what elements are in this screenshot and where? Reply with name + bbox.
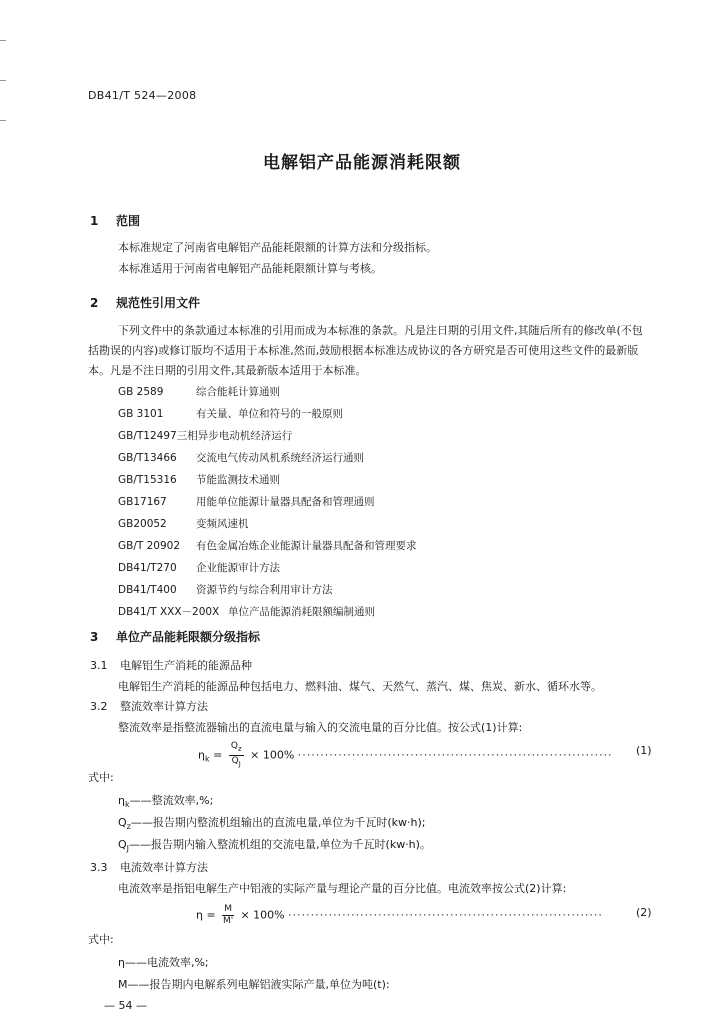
equation-2: η = $\frac{M}{M'}$ × 100% ······································································ xyxy=(196,904,603,926)
definition-eta: η——电流效率,%; xyxy=(118,956,209,969)
reference-item: GB 2589 综合能耗计算通则 xyxy=(118,386,280,398)
document-title: 电解铝产品能源消耗限额 xyxy=(263,153,461,173)
reference-item: GB/T 20902 有色金属冶炼企业能源计量器具配备和管理要求 xyxy=(118,540,417,552)
equation-1: $\eta_k$ = $\frac{Q_z}{Q_J}$ × 100% ······································································ xyxy=(198,741,613,768)
section-3-3-heading: 3.3 电流效率计算方法 xyxy=(90,861,208,874)
equation-1-fraction: $\frac{Q_z}{Q_J}$ xyxy=(230,741,242,768)
definition-eta-k: $\eta_k——$整流效率,%; xyxy=(118,794,214,810)
section-2-paragraph: 下列文件中的条款通过本标准的引用而成为本标准的条款。凡是注日期的引用文件,其随后所有的修改单(不包括勘误的内容)或修订版均不适用于本标准,然而,鼓励根据本标准达成协议的各方研究是否可使用这些文件的最新版本。凡是不注日期的引用文件,其最新版本适用于本标准。 xyxy=(88,324,643,377)
section-2-heading: 2 规范性引用文件 xyxy=(90,296,201,310)
definition-qz: $Q_z——$报告期内整流机组输出的直流电量,单位为千瓦时(kw·h); xyxy=(118,816,426,832)
section-3-3-text: 电流效率是指铝电解生产中铝液的实际产量与理论产量的百分比值。电流效率按公式(2)计算: xyxy=(118,882,567,895)
reference-item: DB41/T400 资源节约与综合利用审计方法 xyxy=(118,584,333,596)
section-3-1-text: 电解铝生产消耗的能源品种包括电力、燃料油、煤气、天然气、蒸汽、煤、焦炭、新水、循环水等。 xyxy=(118,680,602,693)
section-3-2-heading: 3.2 整流效率计算方法 xyxy=(90,700,208,713)
equation-1-number: (1) xyxy=(636,744,652,757)
section-3-1-heading: 3.1 电解铝生产消耗的能源品种 xyxy=(90,659,252,672)
reference-item: GB/T15316 节能监测技术通则 xyxy=(118,474,280,486)
section-1-line-1: 本标准规定了河南省电解铝产品能耗限额的计算方法和分级指标。 xyxy=(118,241,437,254)
where-label-1: 式中: xyxy=(88,771,114,784)
reference-item: DB41/T XXX－200X 单位产品能源消耗限额编制通则 xyxy=(118,606,375,618)
reference-item: GB17167 用能单位能源计量器具配备和管理通则 xyxy=(118,496,375,508)
reference-item: GB 3101 有关量、单位和符号的一般原则 xyxy=(118,408,343,420)
section-3-heading: 3 单位产品能耗限额分级指标 xyxy=(90,630,261,644)
document-code: DB41/T 524—2008 xyxy=(88,89,197,102)
where-label-2: 式中: xyxy=(88,933,114,946)
section-1-heading: 1 范围 xyxy=(90,214,141,228)
page-number: — 54 — xyxy=(104,999,147,1012)
equation-2-fraction: $\frac{M}{M'}$ xyxy=(222,904,234,926)
equation-2-number: (2) xyxy=(636,906,652,919)
reference-item: GB/T12497三相异步电动机经济运行 xyxy=(118,430,293,442)
section-3-2-text: 整流效率是指整流器输出的直流电量与输入的交流电量的百分比值。按公式(1)计算: xyxy=(118,721,523,734)
reference-item: GB/T13466 交流电气传动风机系统经济运行通则 xyxy=(118,452,364,464)
section-1-line-2: 本标准适用于河南省电解铝产品能耗限额计算与考核。 xyxy=(118,262,382,275)
reference-item: DB41/T270 企业能源审计方法 xyxy=(118,562,280,574)
definition-qj: $Q_J——$报告期内输入整流机组的交流电量,单位为千瓦时(kw·h)。 xyxy=(118,838,431,854)
definition-m: M——报告期内电解系列电解铝液实际产量,单位为吨(t): xyxy=(118,978,390,991)
reference-item: GB20052 变频风速机 xyxy=(118,518,249,530)
